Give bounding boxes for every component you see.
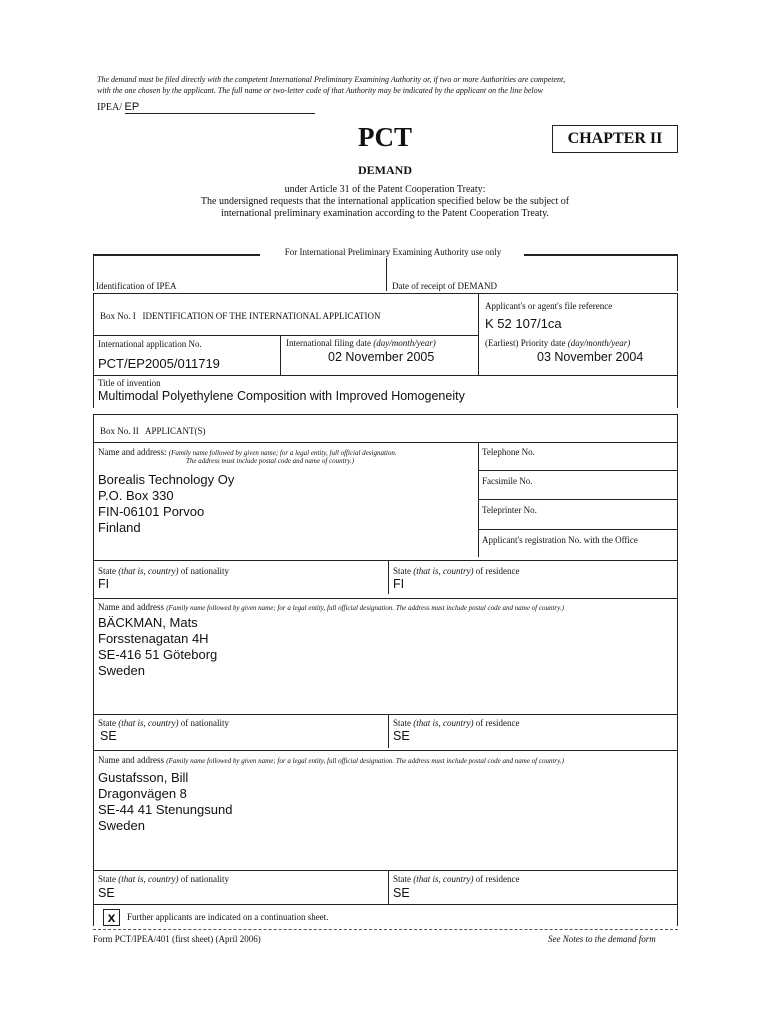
nationality-hint-1: (that is, country) — [118, 566, 179, 576]
applicant1-line-1: Borealis Technology Oy — [98, 472, 235, 487]
filing-date-value[interactable]: 02 November 2005 — [328, 350, 435, 364]
applicant2-line-4: Sweden — [98, 663, 145, 678]
registration-label: Applicant's registration No. with the Office — [482, 535, 638, 545]
priority-date-hint: (day/month/year) — [567, 338, 631, 348]
filing-date-hint: (day/month/year) — [373, 338, 436, 348]
title-invention-label: Title of invention — [98, 378, 161, 388]
nationality-hint-2: (that is, country) — [118, 718, 179, 728]
applicant1-residence[interactable]: FI — [393, 577, 405, 591]
nationality-suffix-3: of nationality — [180, 874, 229, 884]
chapter-box: CHAPTER II — [552, 125, 678, 153]
applicant1-line-4: Finland — [98, 520, 141, 535]
residence-suffix-2: of residence — [475, 718, 520, 728]
footer-form-id: Form PCT/IPEA/401 (first sheet) (April 2006) — [93, 934, 261, 944]
telephone-label: Telephone No. — [482, 447, 535, 457]
ipea-value[interactable]: EP — [125, 101, 315, 114]
residence-suffix-3: of residence — [475, 874, 520, 884]
applicant2-line-3: SE-416 51 Göteborg — [98, 647, 218, 662]
applicant3-line-1: Gustafsson, Bill — [98, 770, 189, 785]
name-address-label-3: Name and address — [98, 755, 164, 765]
pct-title: PCT — [358, 122, 412, 152]
file-reference-value[interactable]: K 52 107/1ca — [485, 316, 562, 331]
filing-date-label: International filing date — [286, 338, 371, 348]
ipea-identification-label: Identification of IPEA — [96, 281, 177, 291]
residence-hint-1: (that is, country) — [413, 566, 474, 576]
subtitle-line-3: international preliminary examination according to the Patent Cooperation Treaty. — [221, 208, 549, 219]
intl-app-value[interactable]: PCT/EP2005/011719 — [98, 356, 220, 371]
name-hint-1: (Family name followed by given name; for a legal entity, full official designation. — [168, 449, 397, 457]
facsimile-label: Facsimile No. — [482, 476, 533, 486]
box1-title: Box No. I IDENTIFICATION OF THE INTERNATIONAL APPLICATION — [100, 311, 381, 321]
applicant3-line-3: SE-44 41 Stenungsund — [98, 802, 233, 817]
file-reference-label: Applicant's or agent's file reference — [485, 301, 613, 311]
footer-notes: See Notes to the demand form — [548, 934, 656, 944]
residence-label-3: State — [393, 874, 411, 884]
applicant3-address[interactable] — [98, 770, 232, 834]
applicant3-line-4: Sweden — [98, 818, 145, 833]
subtitle-line-1: under Article 31 of the Patent Cooperation Treaty: — [284, 184, 486, 195]
continuation-checkbox[interactable]: x — [103, 909, 120, 926]
name-hint-full-2: (Family name followed by given name; for a legal entity, full official designation. The address must include postal code and name of country.) — [166, 604, 564, 612]
priority-date-label: (Earliest) Priority date — [485, 338, 566, 348]
applicant1-nationality[interactable]: FI — [98, 577, 110, 591]
applicant2-address[interactable] — [98, 615, 217, 679]
applicant3-residence[interactable]: SE — [393, 886, 410, 900]
title-invention-value[interactable]: Multimodal Polyethylene Composition with Improved Homogeneity — [98, 389, 465, 403]
name-address-label: Name and address: — [98, 447, 167, 457]
name-hint-2: The address must include postal code and name of country.) — [186, 457, 355, 465]
nationality-suffix-1: of nationality — [180, 566, 229, 576]
applicant1-address[interactable] — [98, 472, 234, 536]
nationality-suffix-2: of nationality — [180, 718, 229, 728]
nationality-hint-3: (that is, country) — [118, 874, 179, 884]
box2-title: Box No. II APPLICANT(S) — [100, 426, 206, 436]
name-hint-full-3: (Family name followed by given name; for a legal entity, full official designation. The address must include postal code and name of country.) — [166, 757, 564, 765]
applicant3-line-2: Dragonvägen 8 — [98, 786, 187, 801]
priority-date-value[interactable]: 03 November 2004 — [537, 350, 644, 364]
residence-label-2: State — [393, 718, 411, 728]
name-address-label-2: Name and address — [98, 602, 164, 612]
intl-app-label: International application No. — [98, 339, 202, 349]
nationality-label-1: State — [98, 566, 116, 576]
applicant3-nationality[interactable]: SE — [98, 886, 115, 900]
applicant2-line-2: Forsstenagatan 4H — [98, 631, 209, 646]
demand-title: DEMAND — [358, 163, 412, 177]
residence-label-1: State — [393, 566, 411, 576]
header-instruction-2: with the one chosen by the applicant. The full name or two-letter code of that Authority may be indicated by the applicant on the line below — [97, 86, 543, 95]
residence-hint-3: (that is, country) — [413, 874, 474, 884]
applicant2-residence[interactable]: SE — [393, 729, 410, 743]
applicant1-line-3: FIN-06101 Porvoo — [98, 504, 205, 519]
residence-hint-2: (that is, country) — [413, 718, 474, 728]
nationality-label-3: State — [98, 874, 116, 884]
date-receipt-label: Date of receipt of DEMAND — [392, 281, 497, 291]
teleprinter-label: Teleprinter No. — [482, 505, 537, 515]
ipea-label: IPEA/ — [97, 102, 122, 113]
residence-suffix-1: of residence — [475, 566, 520, 576]
applicant2-nationality[interactable]: SE — [100, 729, 117, 743]
continuation-text: Further applicants are indicated on a continuation sheet. — [127, 912, 329, 922]
applicant2-line-1: BÄCKMAN, Mats — [98, 615, 198, 630]
authority-use-title: For International Preliminary Examining Authority use only — [284, 247, 502, 257]
subtitle-line-2: The undersigned requests that the international application specified below be the subject of — [200, 196, 570, 207]
nationality-label-2: State — [98, 718, 116, 728]
applicant1-line-2: P.O. Box 330 — [98, 488, 174, 503]
header-instruction-1: The demand must be filed directly with the competent International Preliminary Examining Authority or, if two or more Authorities are competent, — [97, 75, 566, 84]
